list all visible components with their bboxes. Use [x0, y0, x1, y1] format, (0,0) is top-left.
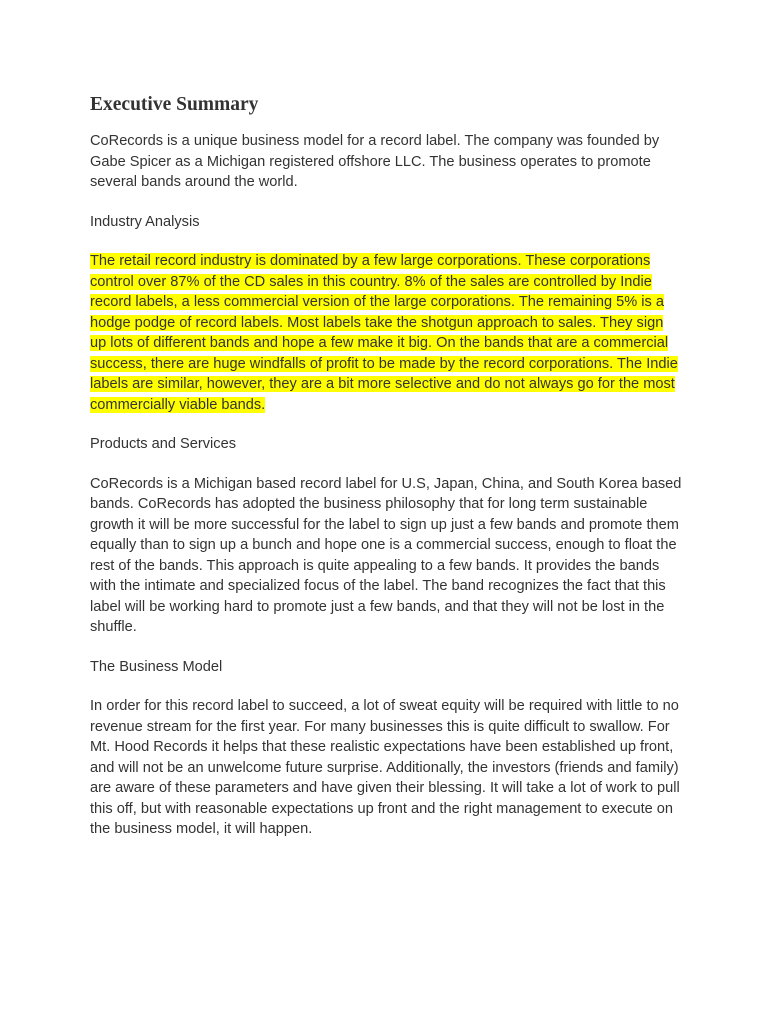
section-body-business-model: In order for this record label to succeed, a lot of sweat equity will be required with little to no revenue stream for the first year. For many businesses this is quite difficult to swallow. For Mt. Hood Records it helps that these realistic expectations have been established up front, and will not be an unwelcome future surprise. Additionally, the investors (friends and family) are aware of these parameters and have given their blessing. It will take a lot of work to pull this off, but with reasonable expectations up front and the right management to execute on the business model, it will happen. — [90, 698, 680, 837]
section-body-industry-analysis — [90, 251, 682, 415]
section-heading-products-and-services: Products and Services — [90, 436, 237, 452]
document-content — [90, 92, 682, 859]
section-heading-business-model: The Business Model — [90, 658, 223, 675]
document-title: Executive Summary — [90, 94, 259, 115]
highlighted-text: The retail record industry is dominated by a few large corporations. These corporations control over 87% of the CD sales in this country. 8% of the sales are controlled by Indie record labels, a less commercial version of the large corporations. The remaining 5% is a hodge podge of record labels. Most labels take the shotgun approach to sales. They sign up lots of different bands and hope a few make it big. On the bands that are a commercial success, there are huge windfalls of profit to be made by the record corporations. The Indie labels are similar, however, they are a bit more selective and do not always go for the most commercially viable bands. — [90, 253, 678, 413]
section-heading-industry-analysis: Industry Analysis — [90, 213, 200, 230]
intro-paragraph: CoRecords is a unique business model for a record label. The company was founded by Gabe Spicer as a Michigan registered offshore LLC. The business operates to promote several bands around the world. — [90, 133, 660, 190]
section-body-products-and-services: CoRecords is a Michigan based record label for U.S, Japan, China, and South Korea based bands. CoRecords has adopted the business philosophy that for long term sustainable growth it will be more successful for the label to sign up just a few bands and promote them equally than to sign up a bunch and hope one is a commercial success, enough to float the rest of the bands. This approach is quite appealing to a few bands. It provides the bands with the intimate and specialized focus of the label. The band recognizes the fact that this label will be working hard to promote just a few bands, and that they will not be lost in the shuffle. — [90, 475, 682, 635]
